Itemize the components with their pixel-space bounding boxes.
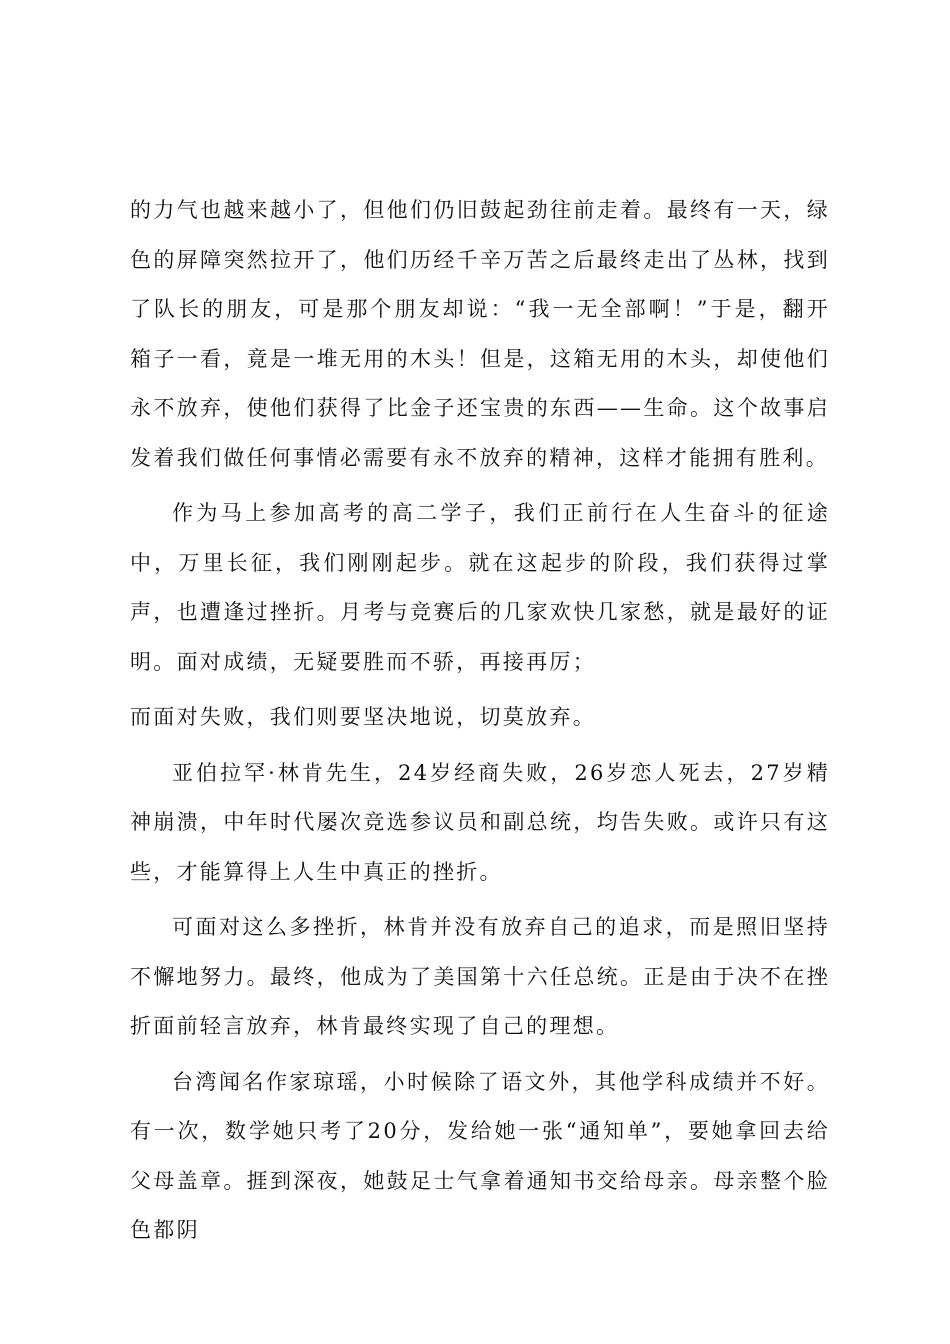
paragraph-qiong-yao: 台湾闻名作家琼瑶，小时候除了语文外，其他学科成绩并不好。有一次，数学她只考了20分，发给她一张“通知单”，要她拿回去给父母盖章。捱到深夜，她鼓足士气拿着通知书交给母亲。母亲整个脸色都阴 bbox=[130, 1069, 830, 1242]
paragraph-lincoln-success: 可面对这么多挫折，林肯并没有放弃自己的追求，而是照旧坚持不懈地努力。最终，他成为了美国第十六任总统。正是由于决不在挫折面前轻言放弃，林肯最终实现了自己的理想。 bbox=[130, 915, 830, 1038]
paragraph-lincoln-failures: 亚伯拉罕·林肯先生，24岁经商失败，26岁恋人死去，27岁精神崩溃，中年时代屡次竞选参议员和副总统，均告失败。或许只有这些，才能算得上人生中真正的挫折。 bbox=[130, 760, 830, 884]
paragraph-never-give-up: 而面对失败，我们则要坚决地说，切莫放弃。 bbox=[130, 705, 596, 729]
paragraph-students: 作为马上参加高考的高二学子，我们正前行在人生奋斗的征途中，万里长征，我们刚刚起步。就在这起步的阶段，我们获得过掌声，也遭逢过挫折。月考与竞赛后的几家欢快几家愁，就是最好的证明。面对成绩，无疑要胜而不骄，再接再厉； bbox=[130, 501, 830, 674]
body-text bbox=[130, 186, 830, 1262]
paragraph-continued-story: 的力气也越来越小了，但他们仍旧鼓起劲往前走着。最终有一天，绿色的屏障突然拉开了，他们历经千辛万苦之后最终走出了丛林，找到了队长的朋友，可是那个朋友却说：“我一无全部啊！”于是，翻开箱子一看，竟是一堆无用的木头！但是，这箱无用的木头，却使他们永不放弃，使他们获得了比金子还宝贵的东西——生命。这个故事启发着我们做任何事情必需要有永不放弃的精神，这样才能拥有胜利。 bbox=[130, 198, 830, 470]
